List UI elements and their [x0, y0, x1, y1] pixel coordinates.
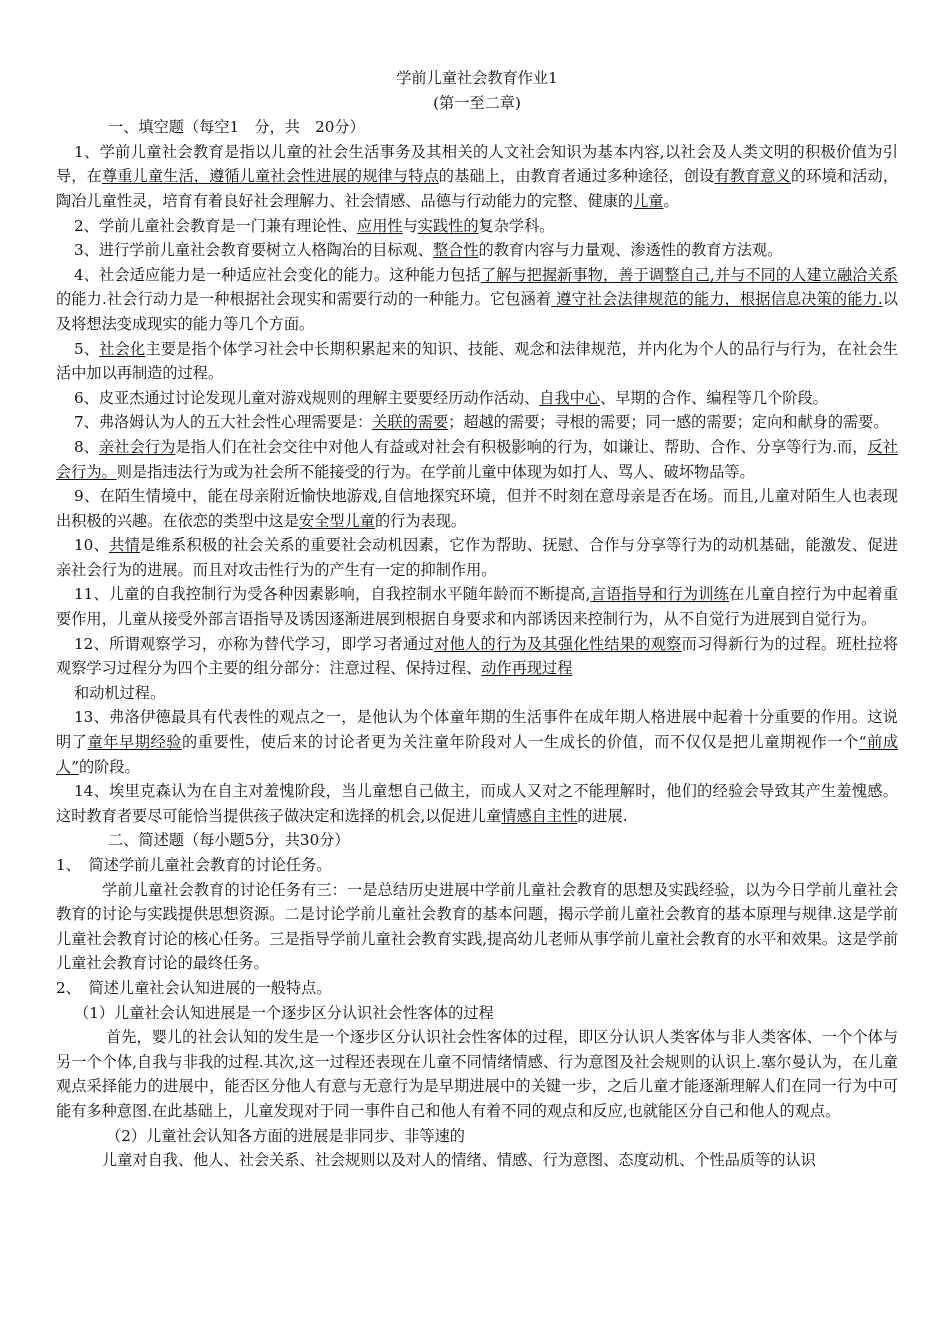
question-text: 的能力.社会行动力是一种根据社会现实和需要行动的一种能力。它包涵着 — [56, 290, 552, 309]
question-13 — [56, 705, 898, 779]
point-2-title: （2）儿童社会认知各方面的进展是非同步、非等速的 — [106, 1126, 465, 1145]
question-text: 的基础上，由教育者通过多种途径，创设 — [438, 167, 715, 186]
answer-blank: 自我中心 — [539, 388, 601, 407]
answer-blank: 关联的需要 — [372, 413, 449, 432]
question-11 — [56, 582, 898, 631]
answer-blank: 整合性 — [432, 241, 479, 260]
section-heading-fill-blank: 一、填空题（每空1 分，共 20分） — [108, 118, 365, 137]
answer-blank: 反社会行为。 — [56, 437, 899, 481]
answer-blank: 情感自主性 — [501, 806, 578, 825]
question-text: 的行为表现。 — [374, 511, 467, 530]
question-5 — [56, 337, 898, 386]
answer-blank: 遵守社会法律规范的能力，根据信息决策的能力. — [551, 290, 883, 309]
answer-blank: 尊重儿童生活，遵循儿童社会性进展的规律与特点 — [101, 167, 439, 186]
question-14 — [56, 779, 898, 828]
answer-blank: 了解与把握新事物，善于调整自己,并与不同的人建立融洽关系 — [480, 265, 898, 284]
question-text: 在儿童自控行为中起着重要作用，儿童从接受外部言语指导及诱因逐渐进展到根据自身要求和内部诱因来控制行为，从不自觉行为进展到自觉行为。 — [56, 585, 899, 629]
answer-blank: 童年早期经验 — [87, 733, 182, 752]
question-text: 、早期的合作、编程等几个阶段。 — [600, 388, 828, 407]
question-text: 12、所谓观察学习，亦称为替代学习，即学习者通过 — [74, 634, 435, 653]
document-title: 学前儿童社会教育作业1 — [396, 69, 558, 87]
question-text: 9、在陌生情境中，能在母亲附近愉快地游戏,自信地探究环境，但并不时刻在意母亲是否在场。而且,儿童对陌生人也表现出积极的兴趣。在依恋的类型中这是 — [56, 487, 898, 530]
question-text: 与 — [402, 216, 418, 235]
answer-blank: 社会化 — [99, 339, 146, 358]
question-2 — [56, 214, 898, 239]
answer-blank: “前成人” — [56, 733, 899, 776]
answer-blank: 安全型儿童 — [299, 511, 375, 530]
question-text: 6、皮亚杰通过讨论发现儿童对游戏规则的理解主要要经历动作活动、 — [74, 388, 540, 407]
short-answer-1: 学前儿童社会教育的讨论任务有三：一是总结历史进展中学前儿童社会教育的思想及实践经验，以为今日学前儿童社会教育的讨论与实践提供思想资源。二是讨论学前儿童社会教育的基本问题，揭示学前儿童社会教育的基本原理与规律.这是学前儿童社会教育讨论的核心任务。三是指导学前儿童社会教育实践,提高幼儿老师从事学前儿童社会教育的水平和效果。这是学前儿童社会教育讨论的最终任务。 — [56, 880, 898, 973]
answer-blank: 动作再现过程 — [481, 659, 573, 678]
question-text: 的阶段。 — [78, 757, 140, 776]
question-1 — [56, 140, 898, 214]
question-text: 主要是指个体学习社会中长期积累起来的知识、技能、观念和法律规范，并内化为个人的品行与行为，在社会生活中加以再制造的过程。 — [56, 339, 899, 383]
question-6 — [56, 386, 898, 411]
question-text: 的教育内容与力量观、渗透性的教育方法观。 — [478, 241, 783, 260]
question-text: ；超越的需要；寻根的需要；同一感的需要；定向和献身的需要。 — [448, 413, 889, 432]
answer-blank: 儿童 — [633, 191, 664, 210]
question-12-tail: 和动机过程。 — [74, 683, 166, 702]
question-text: 的进展. — [577, 806, 628, 825]
question-text: 5、 — [74, 339, 100, 358]
question-10 — [56, 533, 898, 582]
point-1-title: （1）儿童社会认知进展是一个逐步区分认识社会性客体的过程 — [74, 1003, 494, 1022]
question-7 — [56, 410, 898, 435]
question-text: 是指人们在社会交往中对他人有益或对社会有积极影响的行为，如谦让、帮助、合作、分享等行为.而， — [175, 437, 868, 456]
question-text: 的重要性，使后来的讨论者更为关注童年阶段对人一生成长的价值，而不仅仅是把儿童期视作一个 — [181, 733, 859, 752]
question-text: 14、埃里克森认为在自主对羞愧阶段，当儿童想自己做主，而成人又对之不能理解时，他们的经验会导致其产生羞愧感。这时教育者要尽可能恰当提供孩子做决定和选择的机会,以促进儿童 — [56, 782, 898, 825]
question-text: 10、 — [74, 536, 110, 555]
question-text: 以及将想法变成现实的能力等几个方面。 — [56, 290, 899, 333]
answer-blank: 言语指导和行为训练 — [590, 585, 730, 604]
question-text: 而习得新行为的过程。班杜拉将观察学习过程分为四个主要的组分部分：注意过程、保持过程、 — [56, 634, 899, 678]
question-text: 3、进行学前儿童社会教育要树立人格陶冶的目标观、 — [74, 241, 433, 260]
question-text: 4、社会适应能力是一种适应社会变化的能力。这种能力包括 — [74, 265, 481, 284]
question-8 — [56, 435, 898, 484]
document-subtitle: (第一至二章) — [433, 93, 521, 112]
question-text: 是维系积极的社会关系的重要社会动机因素，它作为帮助、抚慰、合作与分享等行为的动机基础，能激发、促进亲社会行为的进展。而且对攻击性行为的产生有一定的抑制作用。 — [56, 536, 899, 579]
short-question-1: 1、 简述学前儿童社会教育的讨论任务。 — [56, 856, 332, 874]
question-text: 。 — [663, 191, 679, 210]
answer-blank: 对他人的行为及其强化性结果的观察 — [434, 634, 682, 653]
section-heading-short-answer: 二、简述题（每小题5分，共30分） — [108, 831, 350, 850]
answer-blank: 有教育意义 — [714, 167, 791, 186]
question-12 — [56, 632, 898, 681]
question-3 — [56, 238, 898, 263]
answer-blank: 共情 — [109, 536, 141, 555]
question-text: 7、弗洛姆认为人的五大社会性心理需要是： — [74, 413, 373, 432]
point-2-text: 儿童对自我、他人、社会关系、社会规则以及对人的情绪、情感、行为意图、态度动机、个性品质等的认识 — [102, 1151, 816, 1170]
question-text: 1、学前儿童社会教育是指以儿童的社会生活事务及其相关的人文社会知识为基本内容,以社会及人类文明的积极价值为引导，在 — [56, 142, 898, 186]
question-4 — [56, 263, 898, 337]
question-text: 2、学前儿童社会教育是一门兼有理论性、 — [74, 216, 358, 235]
answer-blank: 亲社会行为 — [99, 437, 176, 456]
question-text: 8、 — [74, 437, 100, 456]
question-9 — [56, 484, 898, 533]
question-text: 则是指违法行为或为社会所不能接受的行为。在学前儿童中体现为如打人、骂人、破坏物品等。 — [116, 462, 755, 481]
answer-blank: 应用性 — [357, 216, 403, 235]
answer-blank: 实践性的 — [417, 216, 479, 235]
point-1-text: 首先，婴儿的社会认知的发生是一个逐步区分认识社会性客体的过程，即区分认识人类客体与非人类客体、一个个体与另一个个体,自我与非我的过程.其次,这一过程还表现在儿童不同情绪情感、行为意图及社会规则的认识上.塞尔曼认为，在儿童观点采择能力的进展中，能否区分他人有意与无意行为是早期进展中的关键一步，之后儿童才能逐渐理解人们在同一行为中可能有多种意图.在此基础上，儿童发现对于同一事件自己和他人有着不同的观点和反应,也就能区分自己和他人的观点。 — [56, 1028, 898, 1120]
question-text: 13、弗洛伊德最具有代表性的观点之一，是他认为个体童年期的生活事件在成年期人格进展中起着十分重要的作用。这说明了 — [56, 708, 898, 752]
short-question-2: 2、 简述儿童社会认知进展的一般特点。 — [56, 978, 332, 997]
question-text: 复杂学科。 — [478, 216, 555, 235]
question-text: 的环境和活动，陶冶儿童性灵，培育有着良好社会理解力、社会情感、品德与行动能力的完整、健康的 — [56, 167, 899, 210]
question-text: 11、儿童的自我控制行为受各种因素影响，自我控制水平随年龄而不断提高, — [74, 585, 591, 604]
